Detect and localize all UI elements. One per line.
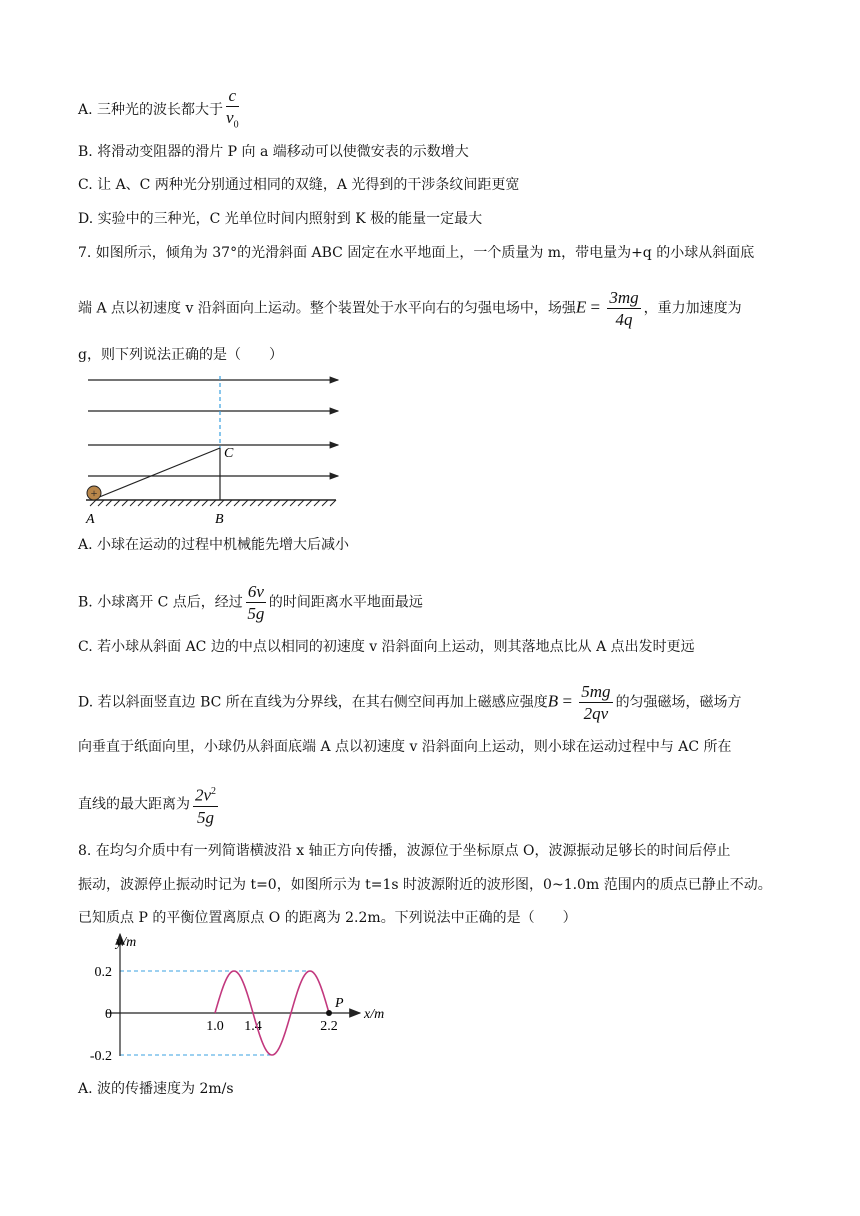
x-tick-label: 1.0 <box>206 1019 224 1034</box>
q6-option-d: D. 实验中的三种光，C 光单位时间内照射到 K 极的能量一定最大 <box>78 211 483 227</box>
q7-stem-line2: 端 A 点以初速度 v 沿斜面向上运动。整个装置处于水平向右的匀强电场中，场强E = $\frac{3mg}{4q}$ ，重力加速度为 <box>78 288 742 329</box>
point-p <box>326 1010 332 1016</box>
q8-stem-line3: 已知质点 P 的平衡位置离原点 O 的距离为 2.2m。下列说法中正确的是（ ） <box>78 910 577 926</box>
q7-option-d-line2: 向垂直于纸面向里，小球仍从斜面底端 A 点以初速度 v 沿斜面向上运动，则小球在运动过程中与 AC 所在 <box>78 739 732 755</box>
q6-option-a: A. 三种光的波长都大于 $\frac{c}{v_0}$ <box>78 86 242 134</box>
x-axis-label: x/m <box>364 1007 385 1022</box>
q7-option-a: A. 小球在运动的过程中机械能先增大后减小 <box>78 537 350 553</box>
y-tick-label: 0 <box>105 1007 112 1022</box>
x-tick-label: 2.2 <box>320 1019 338 1034</box>
fraction-max-distance: $\frac{2v^2}{5g}$ <box>193 782 218 827</box>
fraction-magnetic-field: $\frac{5mg}{2qv}$ <box>581 682 611 723</box>
fraction-c-over-v0: $\frac{c}{v_0}$ <box>226 86 239 131</box>
q7-incline-figure <box>80 368 350 528</box>
q6-option-b: B. 将滑动变阻器的滑片 P 向 a 端移动可以使微安表的示数增大 <box>78 144 469 160</box>
x-tick-label: 1.4 <box>244 1019 262 1034</box>
q7-stem-line3: g，则下列说法正确的是（ ） <box>78 347 283 363</box>
q8-option-a: A. 波的传播速度为 2m/s <box>78 1081 234 1097</box>
y-axis-label: y/m <box>116 935 137 950</box>
charge-sign: + <box>90 486 98 500</box>
fraction-6v-5g: $\frac{6v}{5g}$ <box>247 582 265 623</box>
label-a: A <box>86 512 95 527</box>
point-p-label: P <box>335 996 344 1011</box>
field-lines <box>88 380 338 476</box>
q6-option-c: C. 让 A、C 两种光分别通过相同的双缝，A 光得到的干涉条纹间距更宽 <box>78 177 520 193</box>
y-tick-label: 0.2 <box>94 965 112 980</box>
wave-chart <box>78 932 418 1062</box>
label-c: C <box>224 446 234 461</box>
y-tick-label: -0.2 <box>89 1049 112 1064</box>
q7-option-d: D. 若以斜面竖直边 BC 所在直线为分界线，在其右侧空间再加上磁感应强度B = $\frac{5mg}{2qv}$ 的匀强磁场，磁场方 <box>78 682 742 723</box>
q7-option-d-line3: 直线的最大距离为 $\frac{2v^2}{5g}$ <box>78 782 221 827</box>
fraction-field-strength: $\frac{3mg}{4q}$ <box>609 288 639 329</box>
incline-abc <box>92 448 220 500</box>
charged-ball <box>87 486 101 500</box>
q7-stem-line1: 7. 如图所示，倾角为 37°的光滑斜面 ABC 固定在水平地面上，一个质量为 m，带电量为+q 的小球从斜面底 <box>78 245 755 261</box>
q8-stem-line2: 振动，波源停止振动时记为 t=0，如图所示为 t=1s 时波源附近的波形图，0~1.0m 范围内的质点已静止不动。 <box>78 877 772 893</box>
label-b: B <box>215 512 224 527</box>
ground <box>86 500 336 506</box>
q7-option-c: C. 若小球从斜面 AC 边的中点以相同的初速度 v 沿斜面向上运动，则其落地点比从 A 点出发时更远 <box>78 639 695 655</box>
q8-stem-line1: 8. 在均匀介质中有一列简谐横波沿 x 轴正方向传播，波源位于坐标原点 O，波源振动足够长的时间后停止 <box>78 843 731 859</box>
q7-option-b: B. 小球离开 C 点后，经过 $\frac{6v}{5g}$ 的时间距离水平地面最远 <box>78 582 423 623</box>
